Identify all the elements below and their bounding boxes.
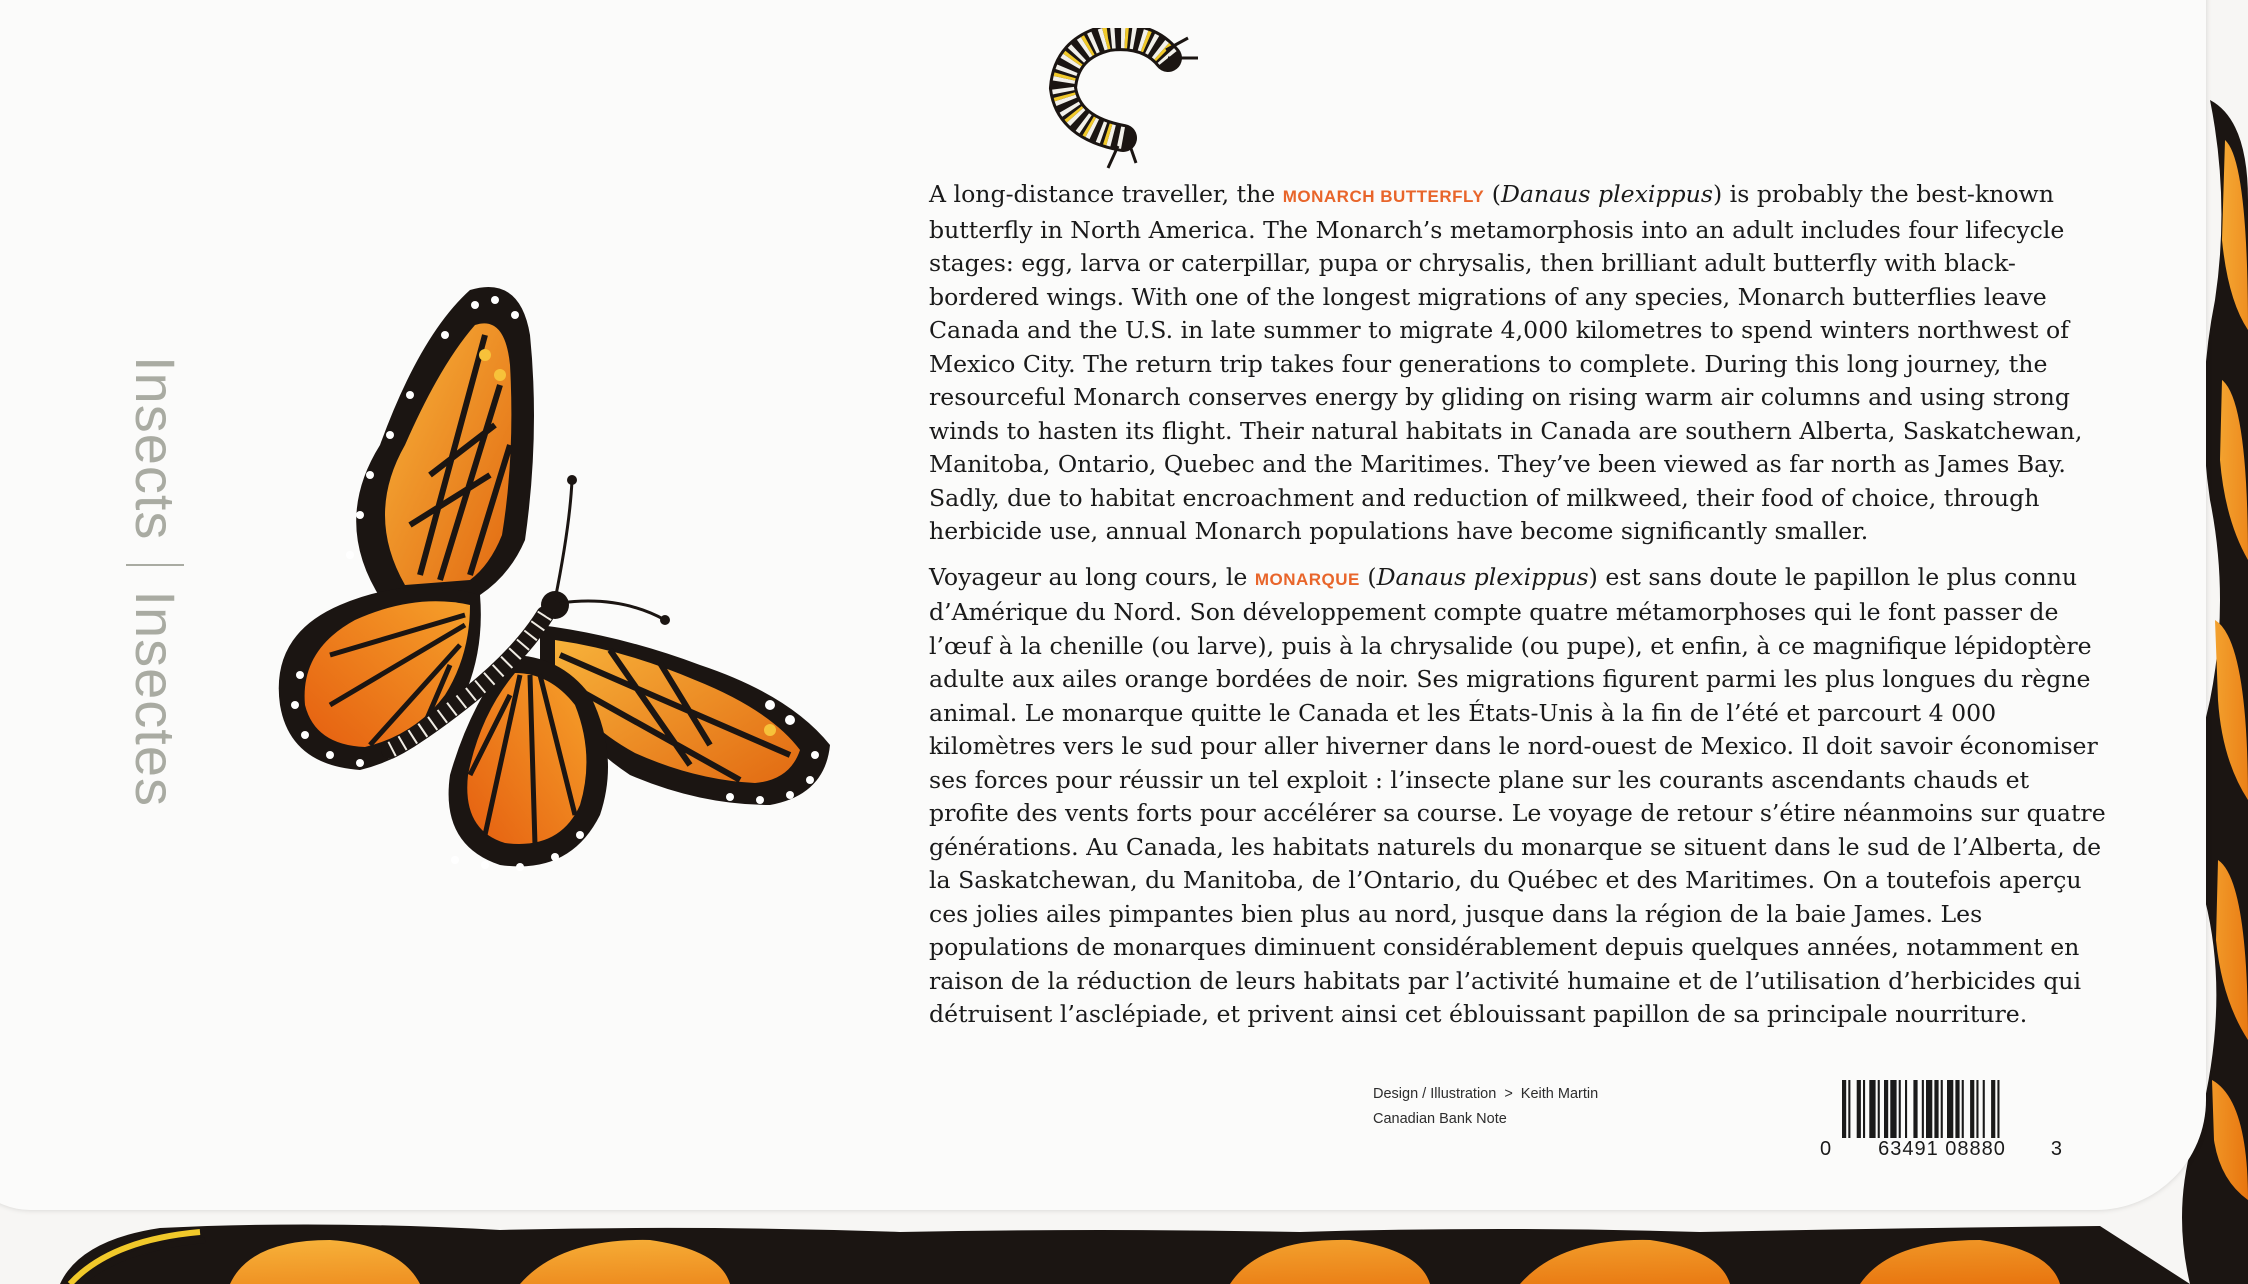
en-latin-name: Danaus plexippus [1500, 180, 1713, 208]
barcode-right-digit: 3 [2050, 1138, 2062, 1160]
barcode [1820, 1080, 2070, 1190]
fr-paren-open: ( [1359, 562, 1377, 591]
en-paren-open: ( [1484, 180, 1501, 208]
credits [1373, 1082, 1598, 1132]
en-rest: ) is probably the best-known butterfly in North America. The Monarch’s metamorphosis into an adult includes four lifecycle stages: egg, larva or caterpillar, pupa or chrysalis, then brilliant adult butterfly with black-bordered wings. With one of the longest migrations of any species, Monarch butterflies leave Canada and the U.S. in late summer to migrate 4,000 kilometres to spend winters northwest of Mexico City. The return trip takes four generations to complete. During this long journey, the resourceful Monarch conserves energy by gliding on rising warm air columns and using strong winds to hasten its flight. Their natural habitats in Canada are southern Alberta, Saskatchewan, Manitoba, Ontario, Quebec and the Maritimes. They’ve been viewed as far north as James Bay. Sadly, due to habitat encroachment and reduction of milkweed, their food of choice, through herbicide use, annual Monarch populations have become significantly smaller. [929, 180, 2083, 545]
credits-role: Design / Illustration [1373, 1086, 1497, 1102]
french-paragraph [929, 561, 2109, 1032]
credits-printer: Canadian Bank Note [1373, 1111, 1507, 1127]
monarch-butterfly-illustration [270, 275, 840, 875]
side-title-french: Insectes [124, 590, 187, 807]
en-species-highlight: MONARCH BUTTERFLY [1282, 187, 1485, 206]
barcode-digits [1820, 1138, 2070, 1161]
barcode-left-digit: 0 [1820, 1138, 1832, 1160]
credits-designer: Keith Martin [1520, 1086, 1599, 1102]
side-title [124, 356, 200, 856]
fr-latin-name: Danaus plexippus [1376, 562, 1589, 591]
side-title-divider [127, 564, 185, 566]
barcode-middle-digits: 63491 08880 [1878, 1138, 2006, 1160]
fr-rest: ) est sans doute le papillon le plus connu d’Amérique du Nord. Son développement compte quatre métamorphoses qui le font passer de l’œuf à la chenille (ou larve), puis à la chrysalide (ou pupe), et enfin, à ce magnifique lépidoptère adulte aux ailes orange bordées de noir. Ses migrations figurent parmi les plus longues du règne animal. Le monarque quitte le Canada et les États-Unis à la fin de l’été et parcourt 4 000 kilomètres vers le sud pour aller hiverner dans le nord-ouest de Mexico. Il doit savoir économiser ses forces pour réussir un tel exploit : l’insecte plane sur les courants ascendants chauds et profite des vents forts pour accélérer sa course. Le voyage de retour s’étire néanmoins sur quatre générations. Au Canada, les habitats naturels du monarque se situent dans le sud de l’Alberta, de la Saskatchewan, du Manitoba, de l’Ontario, du Québec et des Maritimes. On a toutefois aperçu ces jolies ailes pimpantes bien plus au nord, jusque dans la région de la baie James. Les populations de monarques diminuent considérablement depuis quelques années, notamment en raison de la réduction de leurs habitats par l’activité humaine et de l’utilisation d’herbicides qui détruisent l’asclépiade, et privent ainsi cet éblouissant papillon de sa principale nourriture. [929, 562, 2106, 1028]
en-lead: A long-distance traveller, the [929, 180, 1283, 208]
fr-species-highlight: MONARQUE [1254, 569, 1360, 589]
caterpillar-illustration [1048, 28, 1228, 188]
english-paragraph [929, 178, 2109, 549]
description-text [929, 178, 2109, 1044]
side-title-english: Insects [124, 356, 187, 541]
credits-design-line [1373, 1082, 1598, 1107]
credits-separator: > [1504, 1086, 1513, 1102]
barcode-bars [1842, 1080, 2092, 1140]
fr-lead: Voyageur au long cours, le [929, 562, 1255, 591]
